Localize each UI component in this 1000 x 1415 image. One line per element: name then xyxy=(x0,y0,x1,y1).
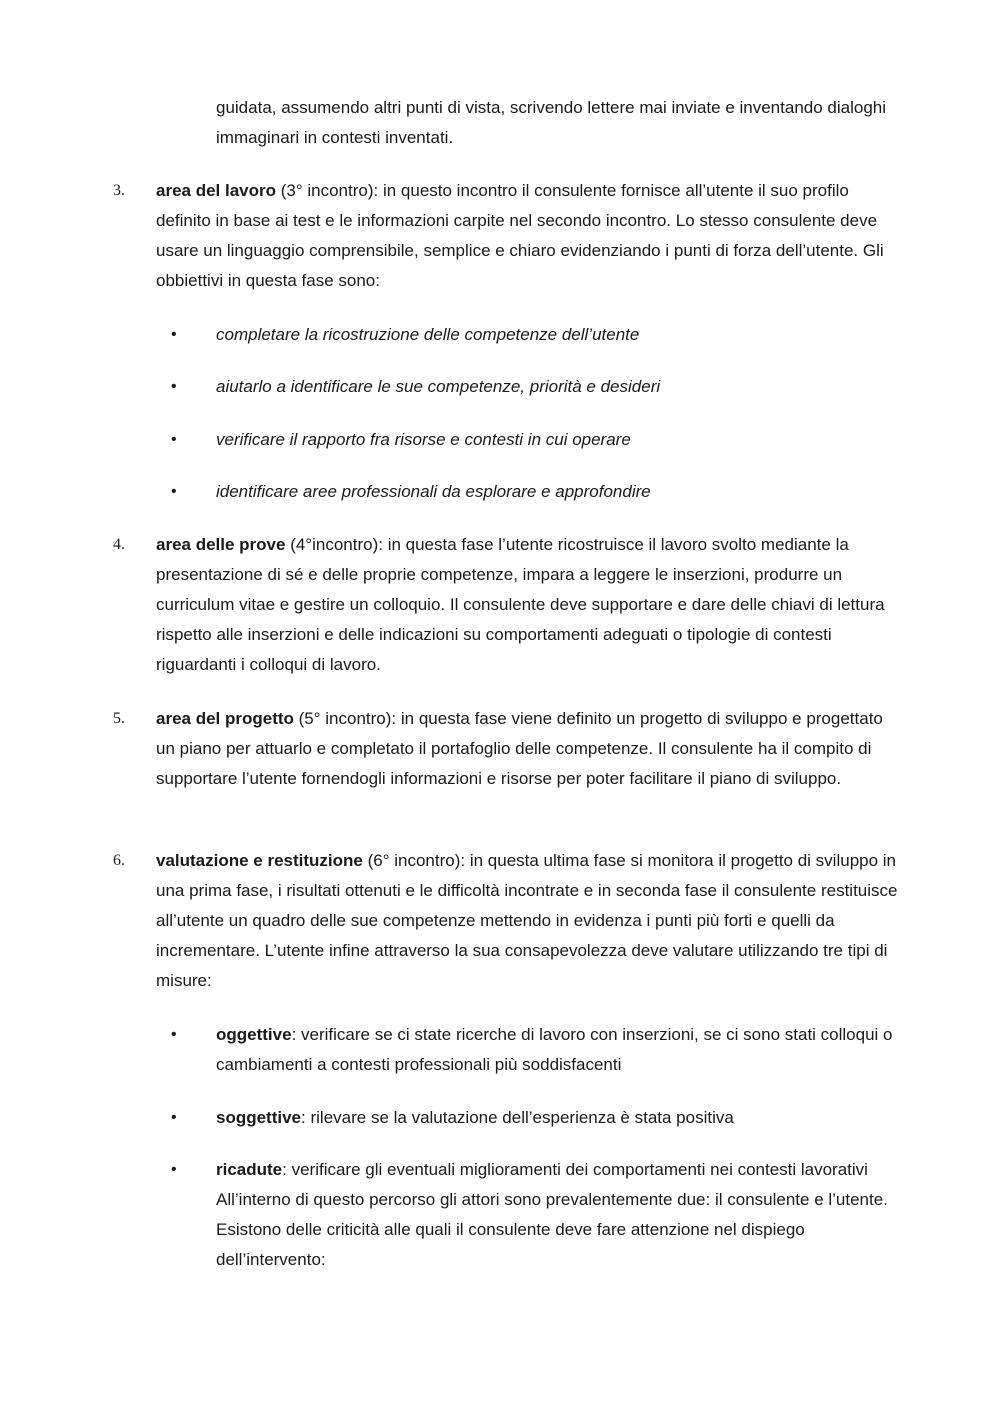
measure-desc: : verificare se ci state ricerche di lavoro con inserzioni, se ci sono stati colloqui o cambiamenti a contesti professionali più soddisfacenti xyxy=(216,1025,893,1074)
item-number-4: 4. xyxy=(113,536,125,553)
measure-soggettive xyxy=(216,1103,906,1133)
item-3-title: area del lavoro xyxy=(156,181,277,200)
measure-desc: : verificare gli eventuali miglioramenti dei comportamenti nei contesti lavorativi xyxy=(282,1160,868,1179)
bullet-marker: • xyxy=(171,378,177,395)
item-3-paragraph xyxy=(156,176,906,296)
item-3-bullet-4: identificare aree professionali da esplorare e approfondire xyxy=(216,482,651,501)
item-number-3: 3. xyxy=(113,182,125,199)
item-4-title: area delle prove xyxy=(156,535,286,554)
item-number-6: 6. xyxy=(113,852,125,869)
bullet-marker: • xyxy=(171,1161,177,1178)
measure-term: oggettive xyxy=(216,1025,292,1044)
bullet-marker: • xyxy=(171,326,177,343)
item-6-title: valutazione e restituzione xyxy=(156,851,363,870)
item-6-text: (6° incontro): in questa ultima fase si monitora il progetto di sviluppo in una prima fase, i risultati ottenuti e le difficoltà incontrate e in seconda fase il consulente restituisce all’utente un quadro delle sue competenze mettendo in evidenza i punti più forti e quelli da incrementare. L’utente infine attraverso la sua consapevolezza deve valutare utilizzando tre tipi di misure: xyxy=(156,851,898,990)
measure-desc: : rilevare se la valutazione dell’esperienza è stata positiva xyxy=(301,1108,734,1127)
intro-continuation: guidata, assumendo altri punti di vista, scrivendo lettere mai inviate e inventando dialoghi immaginari in contesti inventati. xyxy=(216,98,887,147)
item-5-text: (5° incontro): in questa fase viene definito un progetto di sviluppo e progettato un piano per attuarlo e completato il portafoglio delle competenze. Il consulente ha il compito di supportare l’utente fornendogli informazioni e risorse per poter facilitare il piano di sviluppo. xyxy=(156,709,883,788)
measure-oggettive xyxy=(216,1020,906,1080)
item-5-paragraph xyxy=(156,704,906,794)
item-3-text: (3° incontro): in questo incontro il consulente fornisce all’utente il suo profilo definito in base ai test e le informazioni carpite nel secondo incontro. Lo stesso consulente deve usare un linguaggio comprensibile, semplice e chiaro evidenziando i punti di forza dell’utente. Gli obbiettivi in questa fase sono: xyxy=(156,181,884,290)
item-4-text: (4°incontro): in questa fase l’utente ricostruisce il lavoro svolto mediante la presentazione di sé e delle proprie competenze, impara a leggere le inserzioni, produrre un curriculum vitae e gestire un colloquio. Il consulente deve supportare e dare delle chiavi di lettura rispetto alle inserzioni e delle indicazioni su comportamenti adeguati o tipologie di contesti riguardanti i colloqui di lavoro. xyxy=(156,535,885,674)
bullet-marker: • xyxy=(171,483,177,500)
item-3-bullet-2: aiutarlo a identificare le sue competenze, priorità e desideri xyxy=(216,377,661,396)
bullet-marker: • xyxy=(171,431,177,448)
item-6-paragraph xyxy=(156,846,906,996)
item-3-bullet-3: verificare il rapporto fra risorse e contesti in cui operare xyxy=(216,430,631,449)
bullet-marker: • xyxy=(171,1026,177,1043)
bullet-marker: • xyxy=(171,1109,177,1126)
item-4-paragraph xyxy=(156,530,906,680)
closing-paragraph: All’interno di questo percorso gli attori sono prevalentemente due: il consulente e l’utente. Esistono delle criticità alle quali il consulente deve fare attenzione nel dispiego dell’intervento: xyxy=(216,1190,888,1269)
measure-ricadute-text xyxy=(216,1155,906,1185)
measure-ricadute xyxy=(216,1155,906,1275)
item-5-title: area del progetto xyxy=(156,709,294,728)
measure-term: soggettive xyxy=(216,1108,302,1127)
item-number-5: 5. xyxy=(113,710,125,727)
item-3-bullet-1: completare la ricostruzione delle competenze dell’utente xyxy=(216,325,640,344)
measure-term: ricadute xyxy=(216,1160,283,1179)
